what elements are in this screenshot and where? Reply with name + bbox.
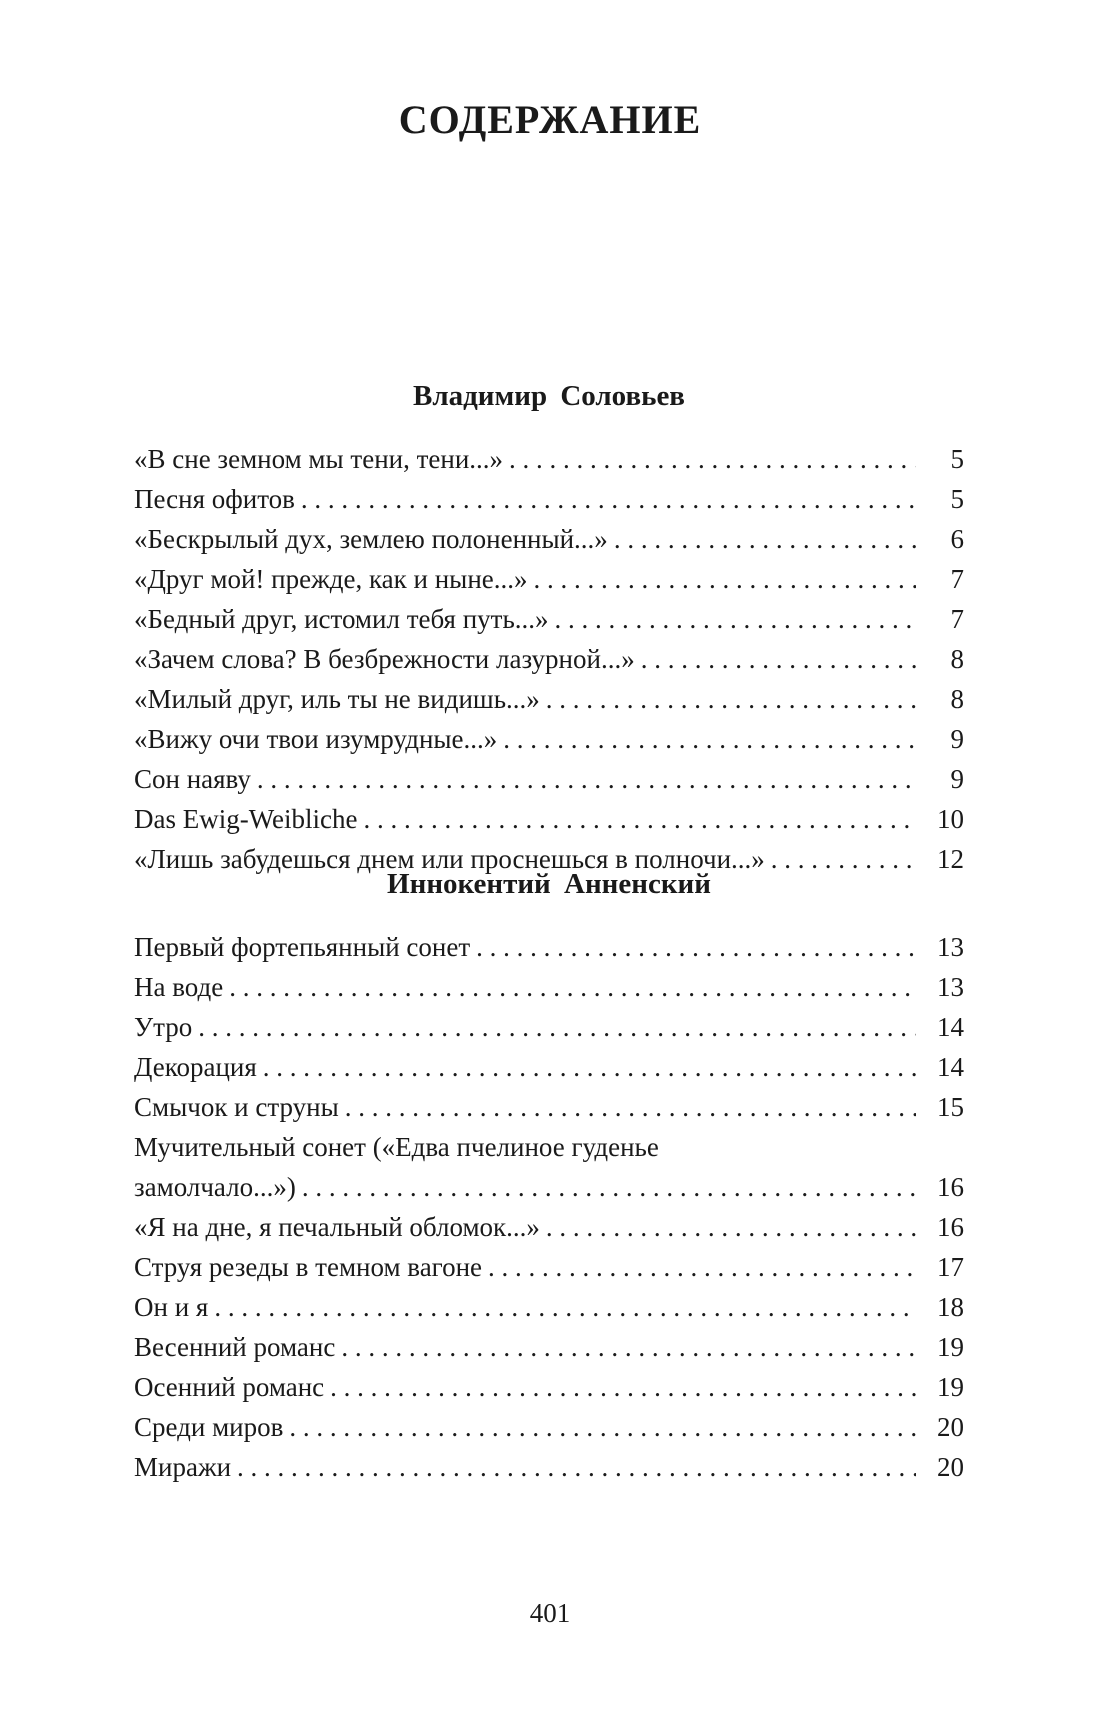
dot-leader xyxy=(263,1047,916,1087)
toc-entry[interactable] xyxy=(134,1087,964,1127)
dot-leader xyxy=(546,679,916,719)
entry-title: Das Ewig-Weibliche xyxy=(134,804,358,834)
toc-entry[interactable] xyxy=(134,719,964,759)
toc-entry[interactable] xyxy=(134,1247,964,1287)
toc-entry[interactable] xyxy=(134,1127,964,1207)
entry-title: Декорация xyxy=(134,1052,257,1082)
toc-entry[interactable] xyxy=(134,799,964,839)
entry-title: Сон наяву xyxy=(134,764,251,794)
entry-page-number: 14 xyxy=(937,1052,964,1082)
entry-title: Он и я xyxy=(134,1292,209,1322)
entry-title: «Друг мой! прежде, как и ныне...» xyxy=(134,564,528,594)
entry-page-number: 13 xyxy=(937,932,964,962)
entry-title: Первый фортепьянный сонет xyxy=(134,932,471,962)
entry-page-number: 5 xyxy=(950,444,964,474)
entry-page-number: 20 xyxy=(937,1412,964,1442)
toc-entry[interactable] xyxy=(134,639,964,679)
entry-title: Среди миров xyxy=(134,1412,284,1442)
toc-entry-list xyxy=(134,439,964,879)
page-number: 401 xyxy=(529,1598,571,1628)
toc-entry[interactable] xyxy=(134,1207,964,1247)
entry-title-line2: замолчало...») xyxy=(134,1172,296,1202)
page-title: СОДЕРЖАНИЕ xyxy=(398,97,702,142)
toc-entry[interactable] xyxy=(134,1287,964,1327)
entry-page-number: 10 xyxy=(937,804,964,834)
entry-title: «Бескрылый дух, землею полоненный...» xyxy=(134,524,608,554)
entry-title: «Милый друг, иль ты не видишь...» xyxy=(134,684,540,714)
entry-title: На воде xyxy=(134,972,224,1002)
toc-entry[interactable] xyxy=(134,1327,964,1367)
entry-page-number: 13 xyxy=(937,972,964,1002)
toc-entry[interactable] xyxy=(134,679,964,719)
toc-entry[interactable] xyxy=(134,1447,964,1487)
dot-leader xyxy=(257,759,916,799)
toc-entry[interactable] xyxy=(134,559,964,599)
dot-leader xyxy=(546,1207,916,1247)
entry-page-number: 20 xyxy=(937,1452,964,1482)
dot-leader xyxy=(488,1247,916,1287)
entry-title: Смычок и струны xyxy=(134,1092,339,1122)
entry-page-number: 18 xyxy=(937,1292,964,1322)
dot-leader xyxy=(509,439,916,479)
dot-leader xyxy=(641,639,916,679)
dot-leader xyxy=(476,927,916,967)
entry-title: Струя резеды в темном вагоне xyxy=(134,1252,483,1282)
toc-entry[interactable] xyxy=(134,1407,964,1447)
entry-page-number: 16 xyxy=(937,1172,964,1202)
entry-title-line1: Мучительный сонет («Едва пчелиное гуденье xyxy=(134,1132,659,1162)
entry-title: «Лишь забудешься днем или проснешься в полночи...» xyxy=(134,844,765,874)
dot-leader xyxy=(364,799,916,839)
entry-page-number: 12 xyxy=(937,844,964,874)
entry-page-number: 14 xyxy=(937,1012,964,1042)
entry-title: Миражи xyxy=(134,1452,232,1482)
dot-leader xyxy=(614,519,916,559)
entry-page-number: 8 xyxy=(950,684,964,714)
entry-page-number: 15 xyxy=(937,1092,964,1122)
toc-section-annensky xyxy=(134,868,964,1487)
toc-entry[interactable] xyxy=(134,439,964,479)
entry-page-number: 16 xyxy=(937,1212,964,1242)
toc-entry-list xyxy=(134,927,964,1487)
entry-page-number: 19 xyxy=(937,1332,964,1362)
dot-leader xyxy=(214,1287,916,1327)
toc-entry[interactable] xyxy=(134,1007,964,1047)
toc-entry[interactable] xyxy=(134,599,964,639)
entry-page-number: 6 xyxy=(950,524,964,554)
entry-page-number: 9 xyxy=(950,724,964,754)
entry-page-number: 17 xyxy=(937,1252,964,1282)
entry-page-number: 5 xyxy=(950,484,964,514)
toc-entry[interactable] xyxy=(134,479,964,519)
toc-entry[interactable] xyxy=(134,1047,964,1087)
dot-leader xyxy=(301,479,916,519)
entry-title: «Зачем слова? В безбрежности лазурной...» xyxy=(134,644,635,674)
dot-leader xyxy=(534,559,916,599)
entry-page-number: 7 xyxy=(950,564,964,594)
dot-leader xyxy=(289,1407,916,1447)
entry-page-number: 9 xyxy=(950,764,964,794)
entry-title: Весенний романс xyxy=(134,1332,336,1362)
dot-leader xyxy=(229,967,916,1007)
toc-entry[interactable] xyxy=(134,519,964,559)
toc-entry[interactable] xyxy=(134,927,964,967)
dot-leader xyxy=(330,1367,916,1407)
dot-leader xyxy=(503,719,916,759)
section-author: Владимир Соловьев xyxy=(413,380,685,412)
entry-page-number: 8 xyxy=(950,644,964,674)
entry-title: «Бедный друг, истомил тебя путь...» xyxy=(134,604,549,634)
toc-section-solovyov xyxy=(134,380,964,879)
dot-leader xyxy=(302,1167,916,1207)
toc-entry[interactable] xyxy=(134,759,964,799)
dot-leader xyxy=(555,599,916,639)
toc-entry[interactable] xyxy=(134,1367,964,1407)
entry-title: Утро xyxy=(134,1012,193,1042)
entry-page-number: 7 xyxy=(950,604,964,634)
toc-entry[interactable] xyxy=(134,967,964,1007)
entry-title: Осенний романс xyxy=(134,1372,325,1402)
entry-title: «Я на дне, я печальный обломок...» xyxy=(134,1212,540,1242)
entry-title: «Вижу очи твои изумрудные...» xyxy=(134,724,498,754)
entry-title: Песня офитов xyxy=(134,484,295,514)
dot-leader xyxy=(237,1447,916,1487)
section-author: Иннокентий Анненский xyxy=(387,868,711,900)
dot-leader xyxy=(341,1327,916,1367)
entry-title: «В сне земном мы тени, тени...» xyxy=(134,444,504,474)
dot-leader xyxy=(345,1087,916,1127)
dot-leader xyxy=(198,1007,916,1047)
entry-page-number: 19 xyxy=(937,1372,964,1402)
